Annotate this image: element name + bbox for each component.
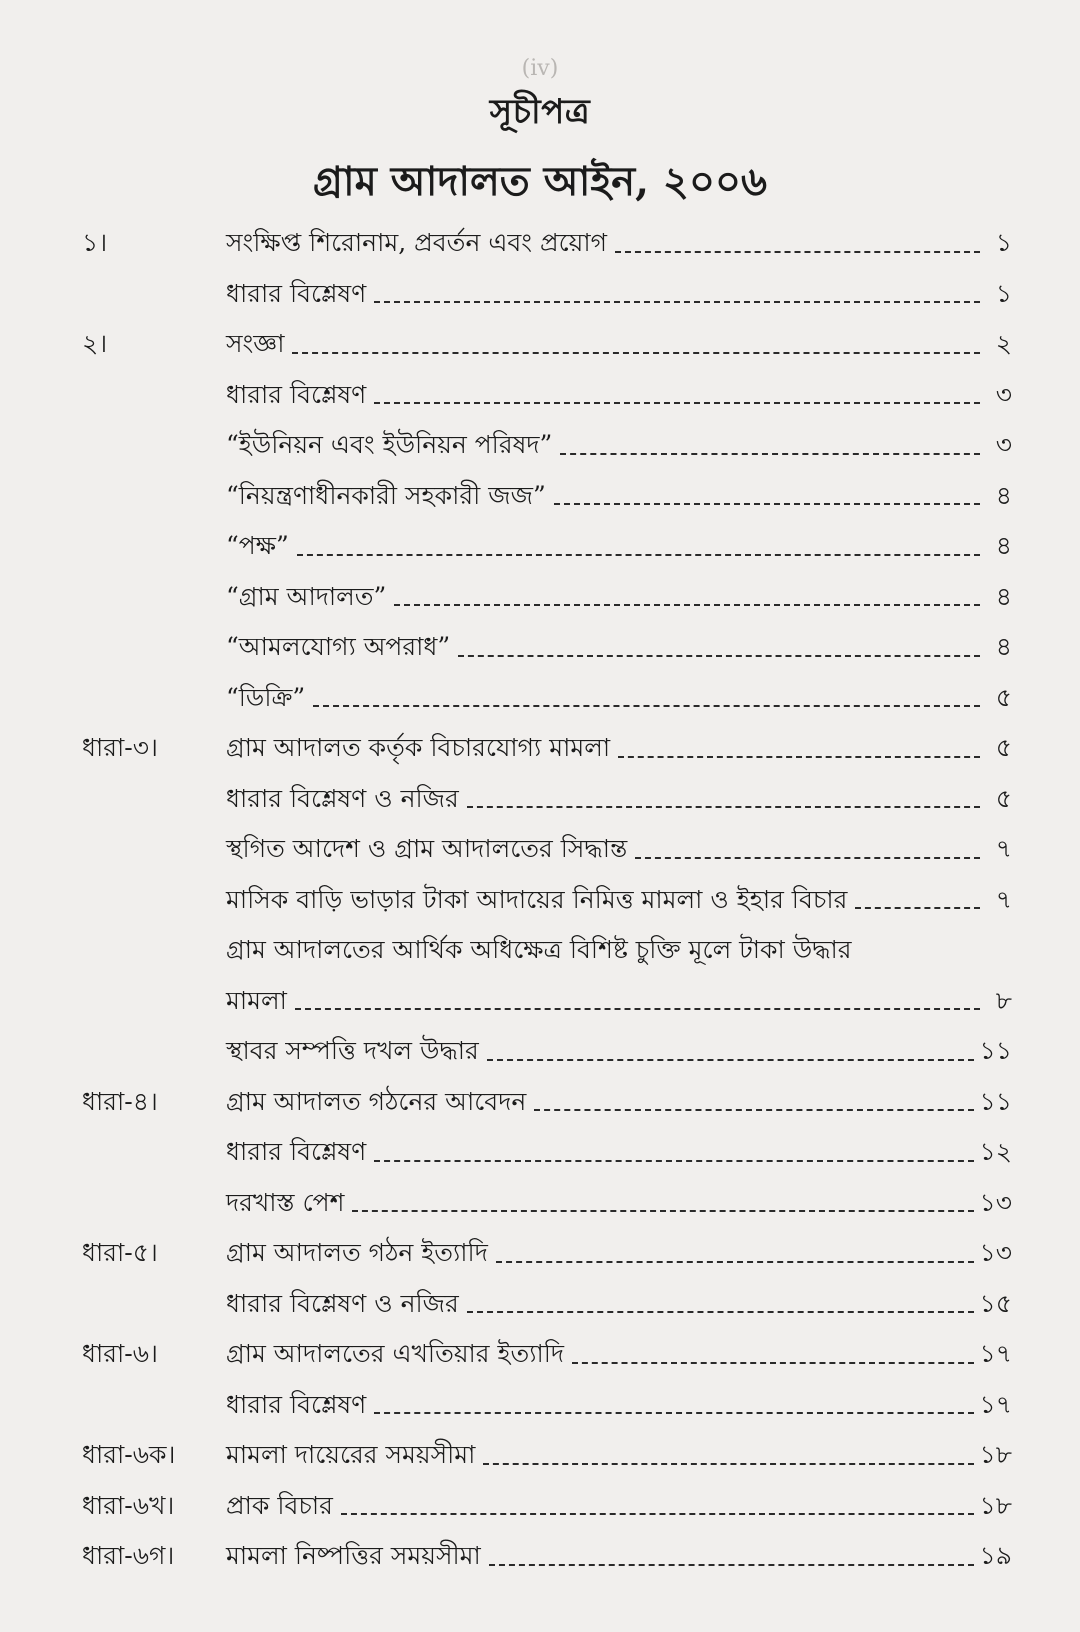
toc-page-number: ২	[995, 329, 1012, 358]
toc-entry	[82, 1531, 1012, 1582]
toc-entry	[82, 572, 1012, 623]
toc-page-number: ৩	[995, 379, 1012, 409]
toc-entry	[82, 370, 1012, 421]
toc-entry-label: ধারার বিশ্লেষণ	[226, 379, 367, 409]
dotted-leader	[855, 907, 980, 909]
dotted-leader	[615, 251, 980, 253]
toc-entry-label: ধারার বিশ্লেষণ	[226, 1137, 367, 1166]
toc-entry	[82, 622, 1012, 673]
toc-entry-label-line1: গ্রাম আদালতের আর্থিক অধিক্ষেত্র বিশিষ্ট চুক্তি মূলে টাকা উদ্ধার	[226, 935, 852, 964]
toc-page-number: ১৩	[979, 1187, 1012, 1217]
dotted-leader	[554, 503, 980, 505]
toc-entry	[82, 774, 1012, 825]
toc-entry	[82, 218, 1012, 269]
toc-page-number: ৪	[995, 632, 1012, 661]
toc-entry	[82, 420, 1012, 471]
toc-section-number: ধারা-৩।	[82, 733, 158, 762]
toc-entry	[82, 1026, 1012, 1077]
toc-section-number: ১।	[82, 228, 108, 257]
page-title: সূচীপত্র	[489, 92, 591, 132]
toc-entry	[82, 269, 1012, 320]
dotted-leader	[352, 1210, 973, 1212]
toc-entry	[82, 1481, 1012, 1532]
dotted-leader	[496, 1261, 974, 1263]
toc-page-number: ৩	[995, 430, 1012, 459]
toc-page-number: ৮	[995, 985, 1012, 1015]
toc-section-number: ধারা-৪।	[82, 1086, 158, 1116]
toc-entry-label: সংজ্ঞা	[226, 329, 285, 358]
toc-entry	[82, 1380, 1012, 1431]
toc-entry	[82, 1127, 1012, 1178]
toc-section-number: ২।	[82, 329, 108, 358]
toc-page-number: ৫	[995, 682, 1012, 712]
toc-page-number: ১১	[979, 1086, 1012, 1116]
toc-entry-label: স্থগিত আদেশ ও গ্রাম আদালতের সিদ্ধান্ত	[226, 834, 628, 863]
toc-entry-label: ধারার বিশ্লেষণ ও নজির	[226, 1288, 459, 1318]
dotted-leader	[489, 1564, 974, 1566]
toc-entry-label: “পক্ষ”	[226, 531, 289, 560]
toc-page-number: ১৩	[979, 1238, 1012, 1267]
toc-entry-label: ধারার বিশ্লেষণ	[226, 278, 367, 308]
toc-section-number: ধারা-৫।	[82, 1238, 158, 1267]
dotted-leader	[467, 806, 980, 808]
dotted-leader	[297, 554, 980, 556]
toc-entry	[82, 1228, 1012, 1279]
toc-page-number: ৪	[995, 581, 1012, 611]
toc-entry-label: ধারার বিশ্লেষণ	[226, 1389, 367, 1419]
toc-entry	[82, 824, 1012, 875]
toc-page-number: ১৫	[979, 1288, 1012, 1318]
toc-entry	[82, 723, 1012, 774]
toc-entry	[82, 875, 1012, 926]
toc-entry-label: দরখাস্ত পেশ	[226, 1187, 345, 1217]
toc-entry-label: ধারার বিশ্লেষণ ও নজির	[226, 783, 459, 813]
dotted-leader	[458, 655, 980, 657]
toc-entry	[82, 319, 1012, 370]
dotted-leader	[618, 756, 980, 758]
dotted-leader	[467, 1311, 974, 1313]
toc-entry-label: “ইউনিয়ন এবং ইউনিয়ন পরিষদ”	[226, 430, 553, 459]
toc-entry-label: মাসিক বাড়ি ভাড়ার টাকা আদায়ের নিমিত্ত মামলা ও ইহার বিচার	[226, 884, 848, 914]
dotted-leader	[483, 1463, 973, 1465]
toc-entry	[82, 1279, 1012, 1330]
dotted-leader	[572, 1362, 973, 1364]
toc-page-number: ১৭	[979, 1339, 1012, 1368]
toc-entry-label: মামলা নিষ্পত্তির সময়সীমা	[226, 1541, 481, 1570]
toc-section-number: ধারা-৬ক।	[82, 1440, 176, 1469]
toc-entry-label: “ডিক্রি”	[226, 682, 306, 712]
dotted-leader	[341, 1513, 974, 1515]
toc-entry-label: গ্রাম আদালত গঠন ইত্যাদি	[226, 1238, 488, 1267]
dotted-leader	[313, 705, 980, 707]
toc-entry-label: “নিয়ন্ত্রণাধীনকারী সহকারী জজ”	[226, 480, 546, 510]
toc-page-number: ১৭	[979, 1389, 1012, 1419]
page-number: (iv)	[521, 56, 559, 81]
toc-section-number: ধারা-৬গ।	[82, 1541, 175, 1570]
dotted-leader	[295, 1008, 980, 1010]
toc-page-number: ৪	[995, 531, 1012, 560]
toc-page-number: ১৮	[979, 1490, 1012, 1520]
toc-section-number: ধারা-৬।	[82, 1339, 158, 1368]
toc-entry-label: গ্রাম আদালতের এখতিয়ার ইত্যাদি	[226, 1339, 565, 1368]
dotted-leader	[635, 857, 980, 859]
dotted-leader	[394, 604, 980, 606]
act-title: গ্রাম আদালত আইন, ২০০৬	[313, 158, 767, 205]
toc-page-number: ১৯	[979, 1541, 1012, 1570]
toc-page-number: ৫	[995, 733, 1012, 762]
dotted-leader	[560, 453, 980, 455]
toc-page-number: ১১	[979, 1036, 1012, 1065]
toc-entry	[82, 471, 1012, 522]
toc-page-number: ৪	[995, 480, 1012, 510]
dotted-leader	[487, 1059, 974, 1061]
dotted-leader	[374, 301, 980, 303]
toc-entry-label: প্রাক বিচার	[226, 1490, 333, 1520]
toc-page-number: ১৮	[979, 1440, 1012, 1469]
toc-page-number: ৫	[995, 783, 1012, 813]
dotted-leader	[292, 352, 980, 354]
dotted-leader	[374, 1160, 973, 1162]
toc-entry	[82, 1430, 1012, 1481]
toc-entry	[82, 521, 1012, 572]
toc-entry-label: “আমলযোগ্য অপরাধ”	[226, 632, 451, 661]
toc-entry	[82, 1329, 1012, 1380]
toc-entry-label: স্থাবর সম্পত্তি দখল উদ্ধার	[226, 1036, 479, 1065]
toc-section-number: ধারা-৬খ।	[82, 1490, 175, 1520]
toc-entry-label: গ্রাম আদালত গঠনের আবেদন	[226, 1086, 527, 1116]
toc-entry	[82, 1077, 1012, 1128]
toc-page-number: ১২	[979, 1137, 1012, 1166]
toc-entry	[82, 925, 1012, 1026]
table-of-contents	[82, 218, 1012, 1582]
toc-entry	[82, 673, 1012, 724]
dotted-leader	[374, 402, 980, 404]
toc-entry-label: মামলা দায়েরের সময়সীমা	[226, 1440, 476, 1469]
toc-entry-label: “গ্রাম আদালত”	[226, 581, 387, 611]
toc-page-number: ৭	[995, 884, 1012, 914]
toc-page-number: ১	[995, 228, 1012, 257]
toc-entry	[82, 1178, 1012, 1229]
dotted-leader	[534, 1109, 973, 1111]
toc-entry-label: সংক্ষিপ্ত শিরোনাম, প্রবর্তন এবং প্রয়োগ	[226, 228, 608, 257]
toc-page-number: ৭	[995, 834, 1012, 863]
toc-entry-label: গ্রাম আদালত কর্তৃক বিচারযোগ্য মামলা	[226, 733, 611, 762]
dotted-leader	[374, 1412, 973, 1414]
toc-entry-label: মামলা	[226, 985, 287, 1015]
toc-page-number: ১	[995, 278, 1012, 308]
